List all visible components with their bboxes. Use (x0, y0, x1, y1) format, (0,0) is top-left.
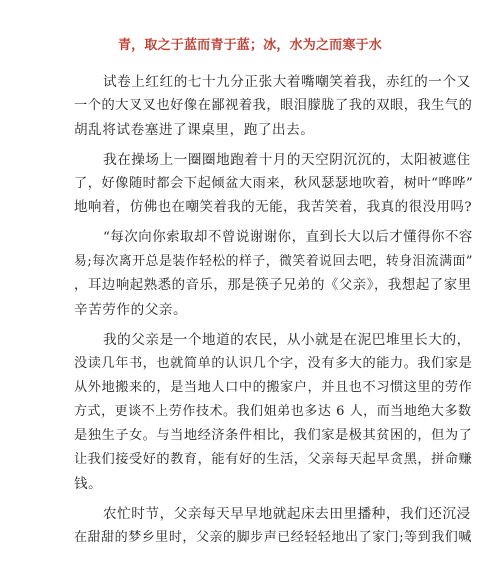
paragraph-line: 从外地搬来的，是当地人口中的搬家户，并且也不习惯这里的劳作 (74, 380, 473, 395)
paragraph-line: 辛苦劳作的父亲。 (74, 302, 188, 318)
document-title: 青，取之于蓝而青于蓝；冰，水为之而寒于水 (117, 38, 382, 53)
paragraph-line: 方式，更谈不上劳作技术。我们姐弟也多达 6 人，而当地绝大多数 (74, 404, 472, 419)
paragraph-line: “每次向你索取却不曾说谢谢你，直到长大以后才懂得你不容 (103, 230, 473, 245)
paragraph-line: 了，好像随时都会下起倾盆大雨来，秋风瑟瑟地吹着，树叶“哗哗” (74, 176, 474, 191)
paragraph-line: 易;每次离开总是装作轻松的样子，微笑着说回去吧，转身泪流满面” (74, 254, 474, 269)
paragraph-line: 让我们接受好的教育，能有好的生活，父亲每天起早贪黑，拼命赚 (74, 452, 473, 467)
paragraph-line: 我的父亲是一个地道的农民，从小就是在泥巴堆里长大的， (103, 332, 471, 348)
paragraph-line: 胡乱将试卷塞进了课桌里，跑了出去。 (74, 122, 315, 138)
paragraph-line: 农忙时节，父亲每天早早地就起床去田里播种，我们还沉浸 (103, 506, 471, 522)
paragraph-line: 钱。 (74, 476, 103, 492)
paragraph-line: ，耳边响起熟悉的音乐，那是筷子兄弟的《父亲》，我想起了家里 (74, 278, 472, 293)
paragraph-line: 试卷上红红的七十九分正张大着嘴嘲笑着我，赤红的一个又 (103, 74, 471, 90)
paragraph-line: 一个的大叉叉也好像在鄙视着我，眼泪朦胧了我的双眼，我生气的 (74, 98, 473, 113)
paragraph-line: 在甜甜的梦乡里时，父亲的脚步声已经轻轻地出了家门;等到我们喊 (74, 530, 472, 545)
paragraph-line: 我在操场上一圈圈地跑着十月的天空阴沉沉的，太阳被遮住 (103, 152, 471, 168)
paragraph-line: 是独生子女。与当地经济条件相比，我们家是极其贫困的，但为了 (74, 428, 473, 443)
paragraph-line: 地响着，仿佛也在嘲笑着我的无能，我苦笑着，我真的很没用吗? (74, 200, 473, 215)
paragraph-line: 没读几年书，也就简单的认识几个字，没有多大的能力。我们家是 (74, 356, 473, 371)
